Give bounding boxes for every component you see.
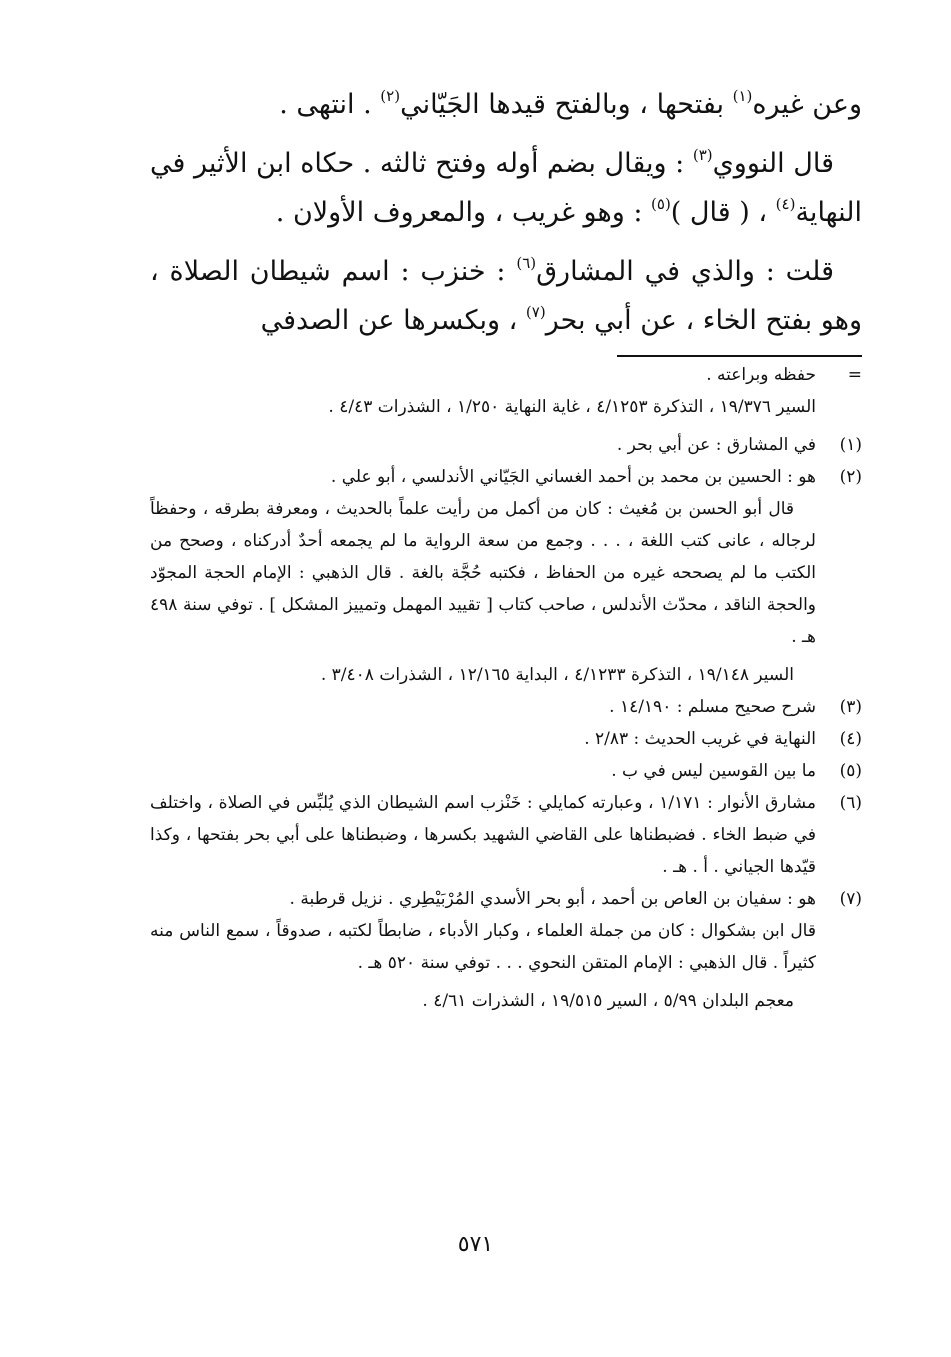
footnote-4: (٤) النهاية في غريب الحديث : ٢/٨٣ . xyxy=(150,723,862,755)
paragraph-2: قال النووي$^{(٣)}$ : ويقال بضم أوله وفتح ثالثه . حكاه ابن الأثير في النهاية$^{(٤)}$ ، ( قال )$^{(٥)}$ : وهو غريب ، والمعروف الأولان . xyxy=(150,146,862,228)
footnote-number: (٧) xyxy=(839,889,862,909)
footnote-separator xyxy=(617,355,862,357)
footnote-7: (٧) هو : سفيان بن العاص بن أحمد ، أبو بحر الأسدي المُرْبَيْطِري . نزيل قرطبة . قال ابن بشكوال : كان من جملة العلماء ، وكبار الأدباء ، ضابطاً لكتبه ، صدوقاً ، سمع الناس منه كثيراً . قال الذهبي : الإمام المتقن النحوي . . . توفي سنة ٥٢٠ هـ . معجم البلدان ٥/٩٩ ، السير ١٩/٥١٥ ، الشذرات ٤/٦١ . xyxy=(150,883,862,1017)
footnote-2: (٢) هو : الحسين بن محمد بن أحمد الغساني الجَيّاني الأندلسي ، أبو علي . قال أبو الحسن بن مُغيث : كان من أكمل من رأيت علماً بالحديث ، ومعرفة بطرقه ، وحفظاً لرجاله ، عانى كتب اللغة ، . . . وجمع من سعة الرواية ما لم يجمعه أحدٌ أدركناه ، وصحح من الكتب ما لم يصححه غيره من الحفاظ ، فكتبه حُجَّة بالغة . قال الذهبي : الإمام الحجة المجوّد والحجة الناقد ، محدّث الأندلس ، صاحب كتاب [ تقييد المهمل وتمييز المشكل ] . توفي سنة ٤٩٨ هـ . السير ١٩/١٤٨ ، التذكرة ٤/١٢٣٣ ، البداية ١٢/١٦٥ ، الشذرات ٣/٤٠٨ . xyxy=(150,461,862,691)
footnote-6: (٦) مشارق الأنوار : ١/١٧١ ، وعبارته كمايلي : خَنْزب اسم الشيطان الذي يُلبِّس في الصلاة ، واختلف في ضبط الخاء . فضبطناها على القاضي الشهيد بكسرها ، وضبطناها على أبي بحر بفتحها ، وكذا قيّدها الجياني . أ . هـ . xyxy=(150,787,862,883)
footnote-continuation: = حفظه وبراعته . xyxy=(150,359,862,391)
footnote-1: (١) في المشارق : عن أبي بحر . xyxy=(150,429,862,461)
paragraph-3: قلت : والذي في المشارق$^{(٦)}$ : خنزب : اسم شيطان الصلاة ، وهو بفتح الخاء ، عن أبي بحر$^{(٧)}$ ، وبكسرها عن الصدفي xyxy=(150,254,862,336)
footnote-number: (٥) xyxy=(839,761,862,781)
page-number: ٥٧١ xyxy=(457,1232,494,1257)
footnote-number: (٢) xyxy=(839,467,862,487)
paragraph-1: وعن غيره$^{(١)}$ بفتحها ، وبالفتح قيدها الجَيّاني$^{(٢)}$ . انتهى . xyxy=(279,87,862,120)
footnote-ref-1[interactable]: (١) xyxy=(732,87,753,105)
footnote-ref-5[interactable]: (٥) xyxy=(651,195,671,213)
main-text xyxy=(150,80,862,345)
footnote-ref-7[interactable]: (٧) xyxy=(525,303,546,321)
footnote-ref-3[interactable]: (٣) xyxy=(692,146,713,164)
footnotes xyxy=(150,359,862,1017)
footnote-continuation-sources: السير ١٩/٣٧٦ ، التذكرة ٤/١٢٥٣ ، غاية النهاية ١/٢٥٠ ، الشذرات ٤/٤٣ . xyxy=(328,397,816,417)
continuation-mark: = xyxy=(847,365,862,385)
footnote-number: (٤) xyxy=(839,729,862,749)
footnote-number: (١) xyxy=(839,435,862,455)
footnote-ref-6[interactable]: (٦) xyxy=(516,254,537,272)
footnote-number: (٣) xyxy=(839,697,862,717)
footnote-ref-4[interactable]: (٤) xyxy=(775,195,796,213)
footnote-3: (٣) شرح صحيح مسلم : ١٤/١٩٠ . xyxy=(150,691,862,723)
footnote-ref-2[interactable]: (٢) xyxy=(380,87,401,105)
page xyxy=(150,80,862,1017)
footnote-5: (٥) ما بين القوسين ليس في ب . xyxy=(150,755,862,787)
footnote-number: (٦) xyxy=(839,793,862,813)
